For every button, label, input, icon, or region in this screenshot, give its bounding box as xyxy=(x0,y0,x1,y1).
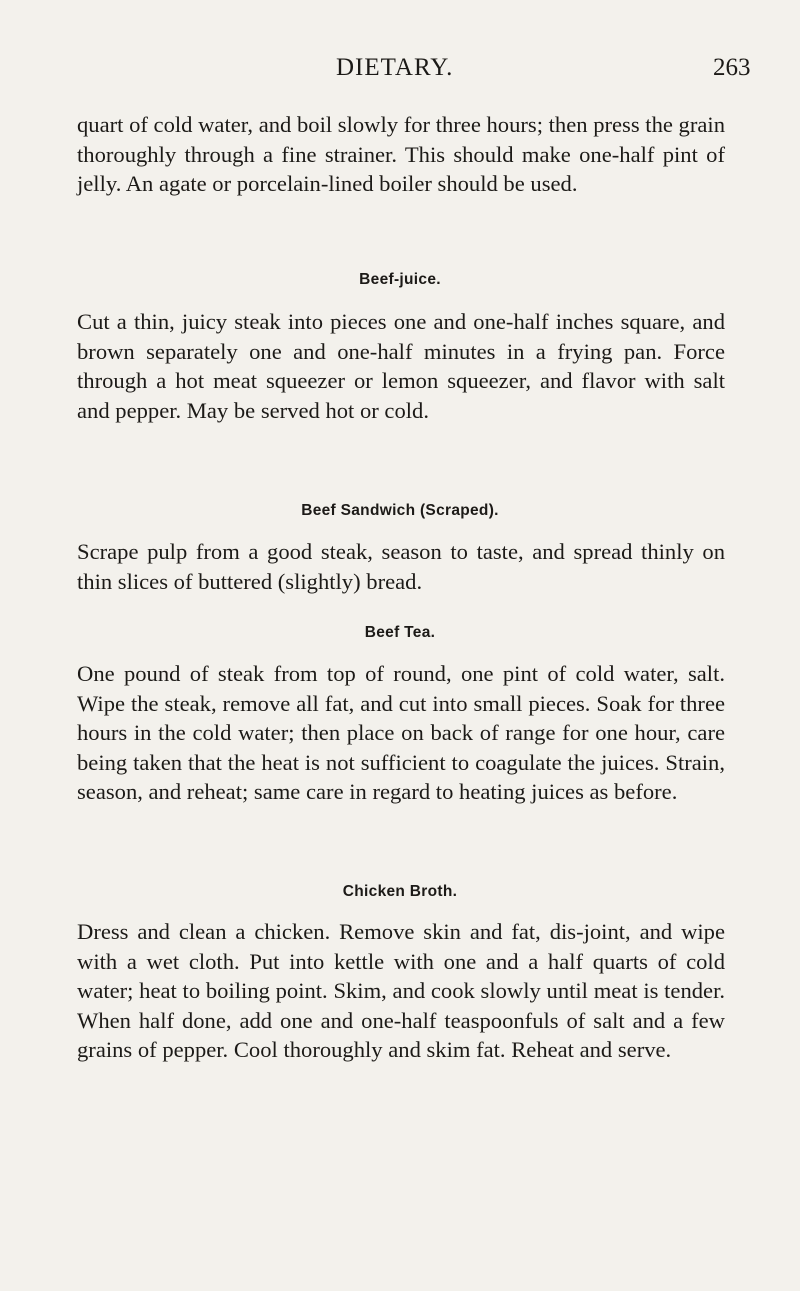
recipe-body-chicken-broth xyxy=(77,917,725,1065)
recipe-heading-beef-juice: Beef-juice. xyxy=(359,271,441,288)
intro-paragraph xyxy=(77,110,725,199)
intro-text: quart of cold water, and boil slowly for three hours; then press the grain thoroughly through a fine strainer. This should make one-half pint of jelly. An agate or porcelain-lined boiler should be used. xyxy=(77,112,725,197)
recipe-heading-chicken-broth: Chicken Broth. xyxy=(342,883,458,900)
recipe-text: One pound of steak from top of round, one pint of cold water, salt. Wipe the steak, remove all fat, and cut into small pieces. Soak for three hours in the cold water; then place on back of range for one hour, care being taken that the heat is not sufficient to coagulate the juices. Strain, season, and reheat; same care in regard to heating juices as before. xyxy=(77,661,725,805)
recipe-text: Scrape pulp from a good steak, season to taste, and spread thinly on thin slices of buttered (slightly) bread. xyxy=(77,539,725,594)
recipe-text: Dress and clean a chicken. Remove skin and fat, dis-joint, and wipe with a wet cloth. Put into kettle with one and a half quarts of cold water; heat to boiling point. Skim, and cook slowly until meat is tender. When half done, add one and one-half teaspoonfuls of salt and a few grains of pepper. Cool thoroughly and skim fat. Reheat and serve. xyxy=(77,919,725,1063)
recipe-text: Cut a thin, juicy steak into pieces one and one-half inches square, and brown separately one and one-half minutes in a frying pan. Force through a hot meat squeezer or lemon squeezer, and flavor with salt and pepper. May be served hot or cold. xyxy=(77,309,725,423)
recipe-body-beef-tea xyxy=(77,659,725,807)
running-title: DIETARY. xyxy=(336,54,454,81)
recipe-body-beef-juice xyxy=(77,307,725,425)
page-number: 263 xyxy=(713,54,751,81)
recipe-heading-beef-sandwich: Beef Sandwich (Scraped). xyxy=(301,502,499,519)
recipe-body-beef-sandwich xyxy=(77,537,725,596)
recipe-heading-beef-tea: Beef Tea. xyxy=(364,624,436,641)
running-header xyxy=(0,54,800,94)
